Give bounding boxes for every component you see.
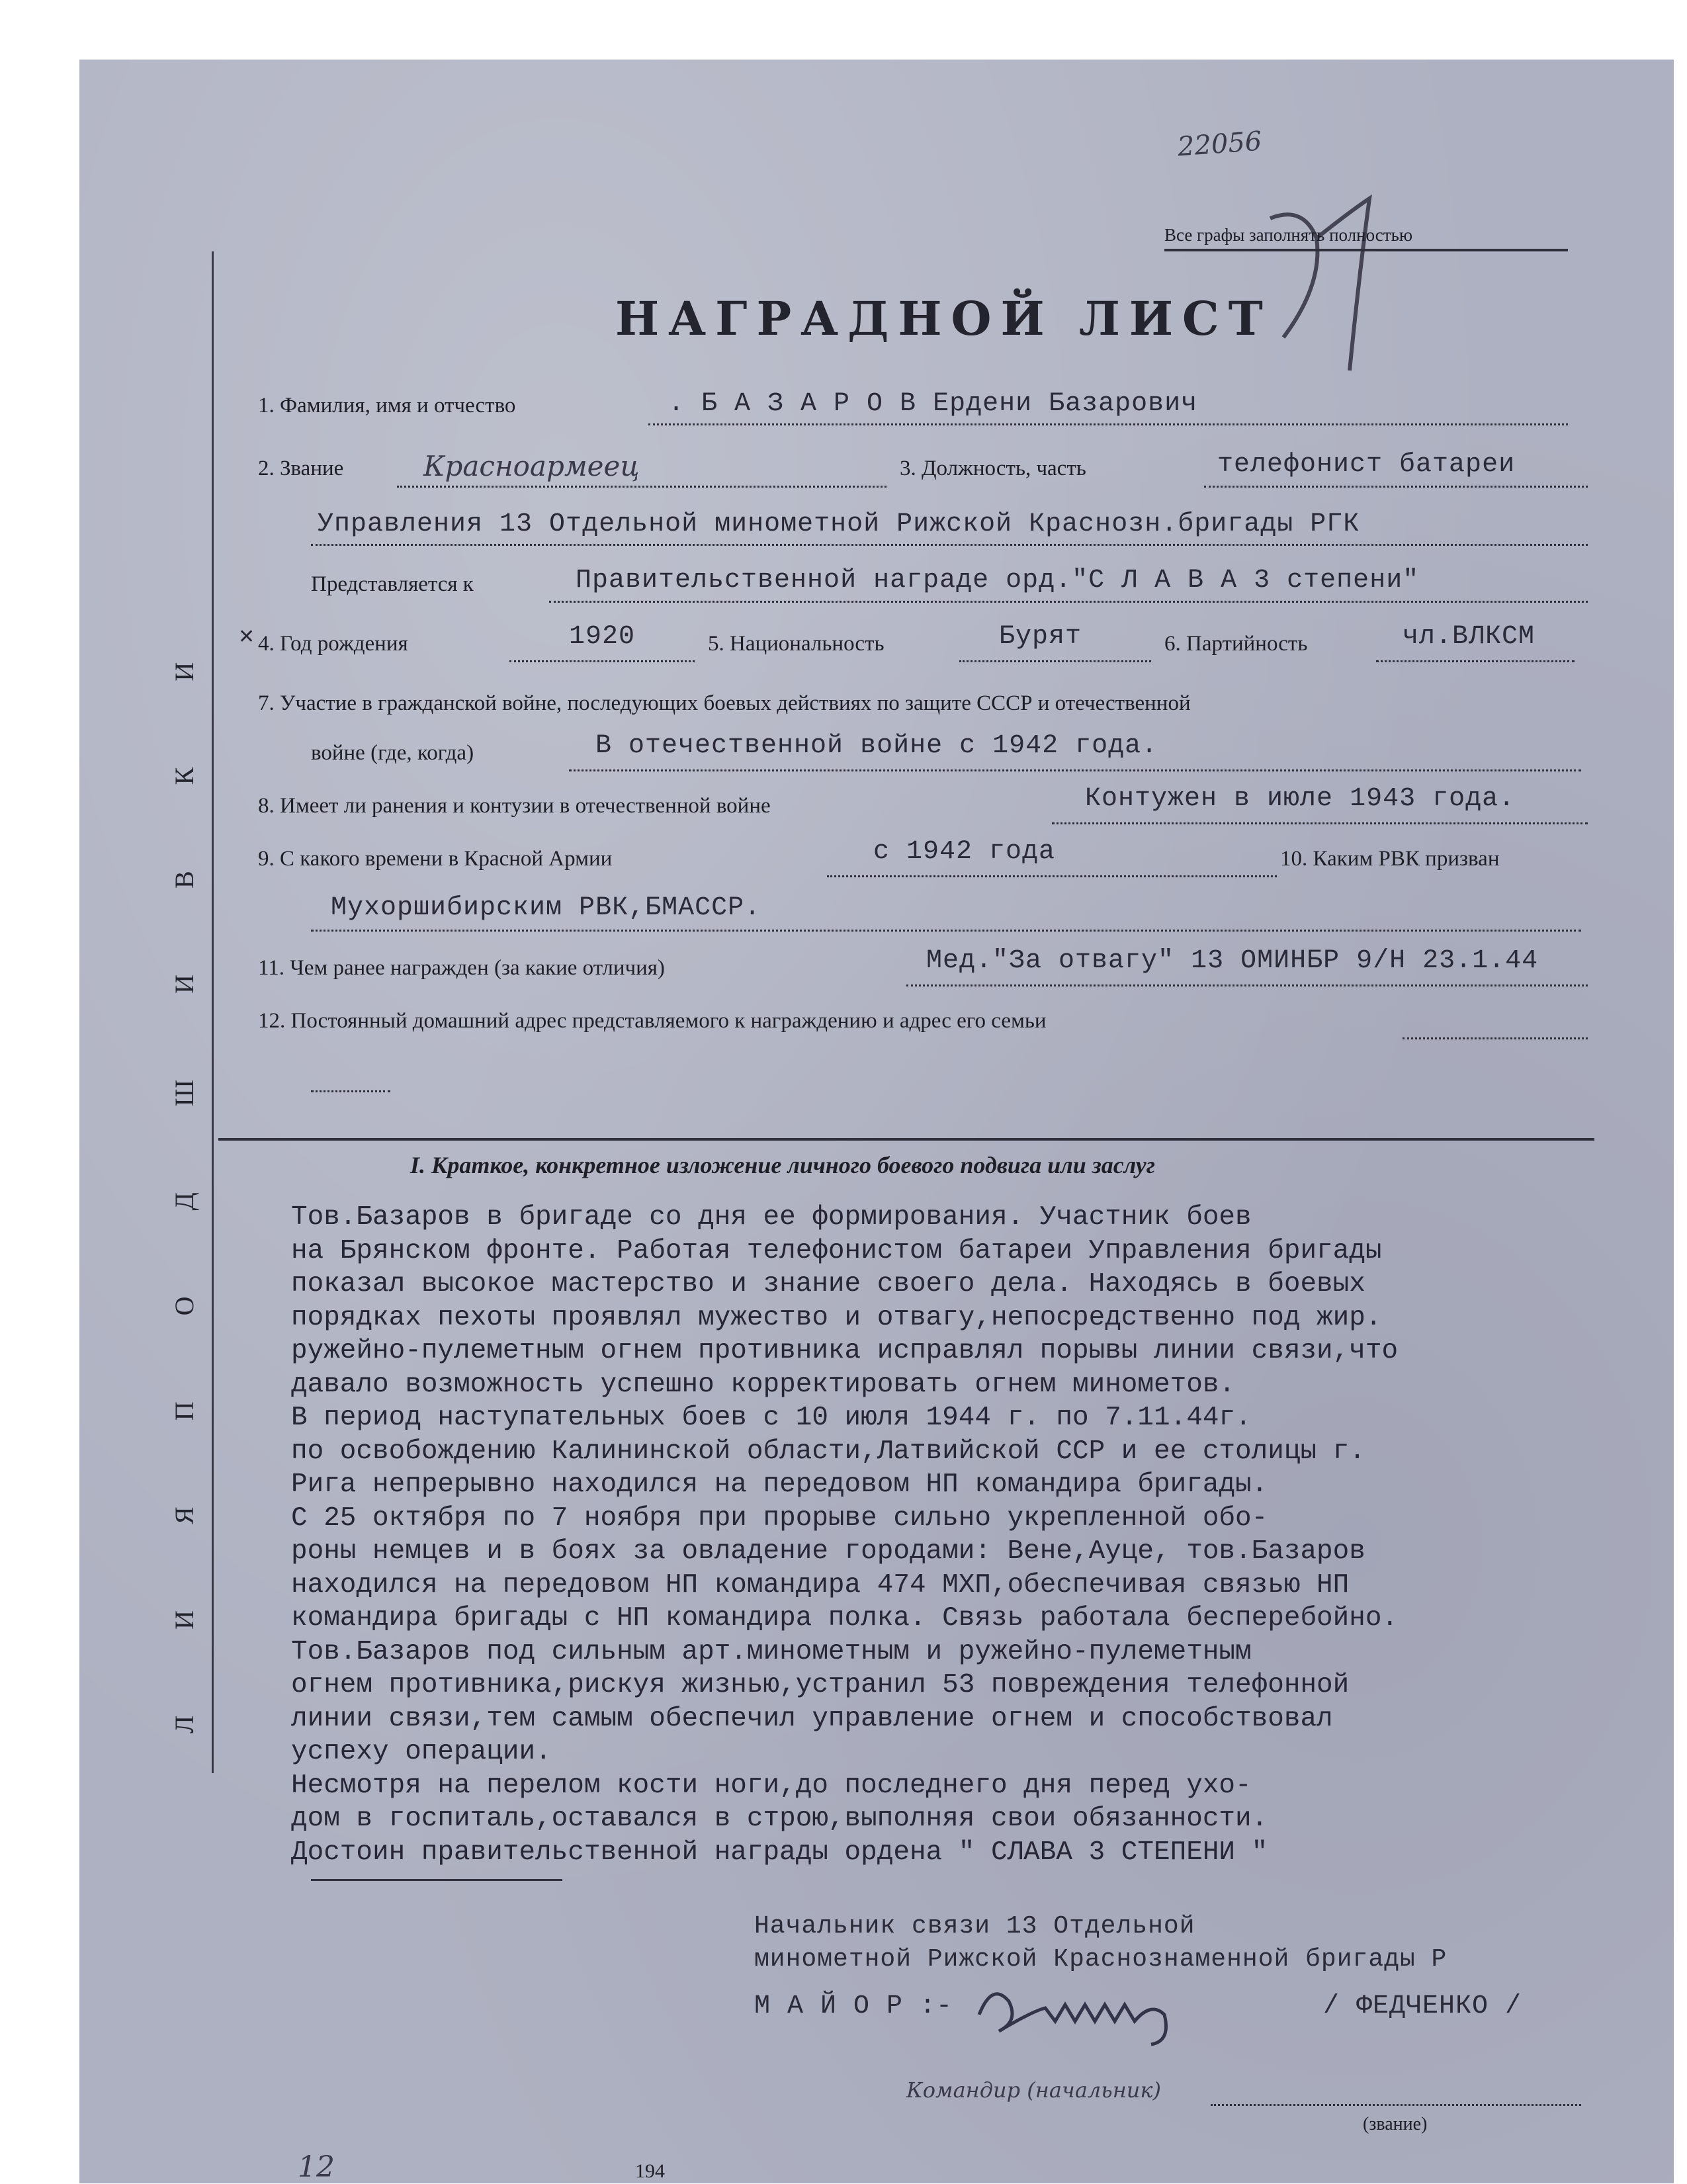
body-line: Достоин правительственной награды ордена " СЛАВА 3 СТЕПЕНИ " [291,1837,1268,1868]
field-4-label: 4. Год рождения [258,632,408,656]
field-10-label: 10. Каким РВК призван [1280,847,1500,871]
signature-name: / ФЕДЧЕНКО / [1323,1991,1522,2021]
represented-label: Представляется к [311,572,474,596]
body-line: линии связи,тем самым обеспечил управление огнем и способствовал [291,1703,1333,1734]
field-8-rule [1052,822,1588,824]
rank-caption: (звание) [1363,2114,1428,2134]
body-line: порядках пехоты проявлял мужество и отвагу,непосредственно под жир. [291,1302,1382,1333]
field-3-cont-rule [311,544,1588,546]
citation-body [291,1201,1398,1869]
body-line: С 25 октября по 7 ноября при прорыве сильно укрепленной обо- [291,1503,1268,1534]
body-line: командира бригады с НП командира полка. Связь работала бесперебойно. [291,1603,1399,1634]
commander-label: Командир (начальник) [906,2077,1161,2103]
margin-tick-mark: ✕ [238,626,255,648]
field-11-label: 11. Чем ранее награжден (за какие отличия) [258,956,665,980]
signature-line-2: минометной Рижской Краснознаменной бригады Р [754,1945,1448,1974]
field-2-rule [397,486,887,488]
body-line: Рига непрерывно находился на передовом НП командира бригады. [291,1469,1268,1500]
field-5-label: 5. Национальность [708,632,885,656]
represented-value: Правительственной награде орд."С Л А В А 3 степени" [576,566,1420,595]
field-9-value: с 1942 года [873,837,1056,867]
field-4-value: 1920 [569,622,636,652]
body-line: по освобождению Калининской области,Латвийской ССР и ее столицы г. [291,1436,1365,1467]
field-2-label: 2. Звание [258,457,344,480]
year-fragment: 194 [635,2160,665,2182]
field-12-rule-2 [311,1090,390,1092]
field-6-value: чл.ВЛКСМ [1403,622,1536,652]
signature-line-1: Начальник связи 13 Отдельной [754,1912,1195,1941]
field-7-label-a: 7. Участие в гражданской войне, последующих боевых действиях по защите СССР и отечественной [258,691,1191,715]
field-10-value: Мухоршибирским РВК,БМАССР. [331,893,761,923]
body-line: Тов.Базаров в бригаде со дня ее формирования. Участник боев [291,1202,1252,1233]
section-heading: I. Краткое, конкретное изложение личного боевого подвига или заслуг [410,1152,1156,1178]
body-line: роны немцев и в боях за овладение городами: Вене,Ауце, тов.Базаров [291,1536,1365,1567]
body-line: В период наступательных боев с 10 июля 1944 г. по 7.11.44г. [291,1403,1252,1433]
body-line: показал высокое мастерство и знание своего дела. Находясь в боевых [291,1269,1365,1299]
field-11-rule [906,984,1588,986]
body-line: на Брянском фронте. Работая телефонистом батареи Управления бригады [291,1235,1382,1266]
field-1-value: . Б А З А Р О В Ердени Базарович [668,389,1198,419]
date-fragment: 12 [298,2150,335,2184]
body-line: огнем противника,рискуя жизнью,устранил 53 повреждения телефонной [291,1670,1350,1700]
field-1-rule [648,423,1568,425]
field-7-rule [569,769,1581,771]
field-11-value: Мед."За отвагу" 13 ОМИНБР 9/Н 23.1.44 [926,946,1539,976]
document-title: НАГРАДНОЙ ЛИСТ [615,291,1272,346]
field-8-value: Контужен в июле 1943 года. [1085,784,1516,814]
field-8-label: 8. Имеет ли ранения и контузии в отечественной войне [258,794,771,818]
field-3-rule [1204,486,1588,488]
field-12-rule [1403,1037,1588,1039]
field-3-continuation: Управления 13 Отдельной минометной Рижской Краснозн.бригады РГК [318,509,1360,539]
field-5-rule [959,660,1151,662]
commander-rule [1211,2104,1581,2106]
field-7-label-b: войне (где, когда) [311,741,474,765]
field-6-label: 6. Партийность [1164,632,1308,656]
body-line: Несмотря на перелом кости ноги,до последнего дня перед ухо- [291,1770,1252,1801]
handwritten-annotation: 22056 [1176,126,1263,163]
header-underline [1164,249,1568,251]
field-4-rule [509,660,695,662]
body-line: находился на передовом НП командира 474 МХП,обеспечивая связью НП [291,1569,1350,1600]
field-3-value: телефонист батареи [1217,450,1516,480]
field-6-rule [1376,660,1575,662]
field-7-value: В отечественной войне с 1942 года. [595,731,1158,761]
signature-rank: М А Й О Р :- [754,1991,953,2021]
field-3-label: 3. Должность, часть [900,457,1086,480]
body-line: ружейно-пулеметным огнем противника исправлял порывы линии связи,что [291,1336,1399,1366]
body-end-rule [311,1879,562,1881]
field-9-label: 9. С какого времени в Красной Армии [258,847,613,871]
field-12-label: 12. Постоянный домашний адрес представляемого к награждению и адрес его семьи [258,1009,1047,1033]
section-divider [218,1138,1594,1141]
field-9-rule [827,875,1277,877]
vertical-margin-text: Л И Я П О Д Ш И В К И [169,622,199,1733]
margin-line [212,251,214,1773]
body-line: успеху операции. [291,1737,552,1767]
header-note: Все графы заполнять полностью [1164,225,1413,245]
represented-rule [549,601,1588,603]
field-5-value: Бурят [999,622,1082,652]
body-line: давало возможность успешно корректировать огнем минометов. [291,1369,1236,1400]
field-10-rule [311,930,1581,932]
body-line: дом в госпиталь,оставался в строю,выполняя свои обязанности. [291,1804,1268,1834]
field-2-value: Красноармеец [423,450,640,482]
handwritten-signature [973,1975,1250,2048]
field-1-label: 1. Фамилия, имя и отчество [258,394,516,417]
body-line: Тов.Базаров под сильным арт.минометным и ружейно-пулеметным [291,1636,1252,1667]
